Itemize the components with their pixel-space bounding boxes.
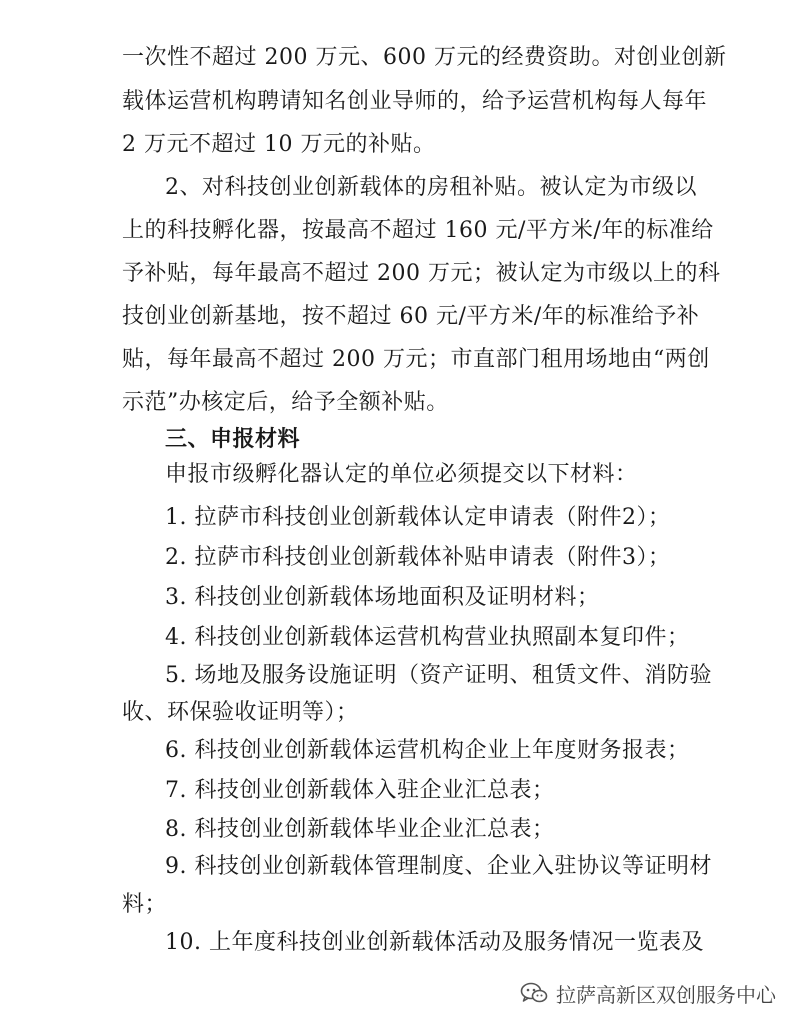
- list-item: 9. 科技创业创新载体管理制度、企业入驻协议等证明材: [165, 854, 712, 879]
- list-item: 6. 科技创业创新载体运营机构企业上年度财务报表；: [165, 738, 690, 763]
- section-heading: 三、申报材料: [165, 427, 301, 452]
- list-item: 8. 科技创业创新载体毕业企业汇总表；: [165, 817, 555, 842]
- list-item: 2. 拉萨市科技创业创新载体补贴申请表（附件3）；: [165, 545, 671, 570]
- paragraph-line: 载体运营机构聘请知名创业导师的，给予运营机构每人每年: [122, 89, 708, 114]
- paragraph-line: 示范”办核定后，给予全额补贴。: [122, 390, 449, 415]
- paragraph-line: 上的科技孵化器，按最高不超过 160 元/平方米/年的标准给: [122, 218, 714, 243]
- paragraph-line: 贴，每年最高不超过 200 万元；市直部门租用场地由“两创: [122, 347, 710, 372]
- list-item: 1. 拉萨市科技创业创新载体认定申请表（附件2）；: [165, 505, 671, 530]
- paragraph-line: 2 万元不超过 10 万元的补贴。: [122, 132, 436, 157]
- list-item-continuation: 收、环保验收证明等）；: [122, 700, 359, 725]
- paragraph-line: 予补贴，每年最高不超过 200 万元；被认定为市级以上的科: [122, 261, 721, 286]
- paragraph-line: 申报市级孵化器认定的单位必须提交以下材料：: [165, 462, 638, 487]
- list-item: 10. 上年度科技创业创新载体活动及服务情况一览表及: [165, 930, 704, 955]
- paragraph-line: 2、对科技创业创新载体的房租补贴。被认定为市级以: [165, 175, 697, 200]
- list-item: 3. 科技创业创新载体场地面积及证明材料；: [165, 585, 600, 610]
- account-watermark: [520, 977, 776, 1009]
- watermark-text: 拉萨高新区双创服务中心: [556, 982, 776, 1007]
- list-item: 4. 科技创业创新载体运营机构营业执照副本复印件；: [165, 625, 690, 650]
- list-item: 7. 科技创业创新载体入驻企业汇总表；: [165, 778, 555, 803]
- paragraph-line: 技创业创新基地，按不超过 60 元/平方米/年的标准给予补: [122, 304, 700, 329]
- wechat-icon: [520, 981, 548, 1005]
- list-item-continuation: 料；: [122, 892, 168, 917]
- paragraph-line: 一次性不超过 200 万元、600 万元的经费资助。对创业创新: [122, 45, 727, 70]
- list-item: 5. 场地及服务设施证明（资产证明、租赁文件、消防验: [165, 663, 712, 688]
